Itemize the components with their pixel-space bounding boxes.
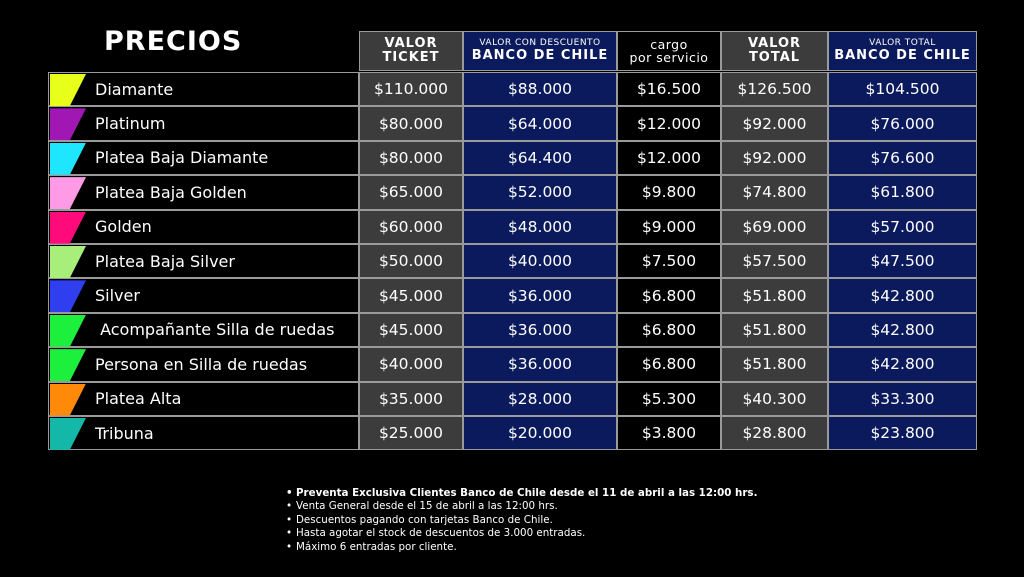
service-charge-cell: $9.000 (617, 210, 721, 244)
header-valor-ticket-line1: VALOR (384, 36, 438, 52)
ticket-price-cell: $50.000 (359, 244, 463, 278)
banco-total-price-cell: $23.800 (828, 416, 977, 450)
ticket-price-cell: $45.000 (359, 313, 463, 347)
category-name: Diamante (95, 79, 174, 99)
category-color-swatch (50, 212, 86, 244)
service-charge-cell: $16.500 (617, 72, 721, 106)
service-charge-cell: $6.800 (617, 347, 721, 381)
note-item: • Máximo 6 entradas por cliente. (286, 541, 757, 554)
total-price-cell: $92.000 (721, 141, 828, 175)
category-color-swatch (50, 349, 86, 381)
note-item: • Hasta agotar el stock de descuentos de 3.000 entradas. (286, 527, 757, 540)
service-charge-cell: $3.800 (617, 416, 721, 450)
ticket-price-cell: $80.000 (359, 141, 463, 175)
total-price-cell: $126.500 (721, 72, 828, 106)
banco-discount-price-cell: $48.000 (463, 210, 617, 244)
total-price-cell: $51.800 (721, 278, 828, 312)
category-cell (48, 278, 359, 312)
banco-total-price-cell: $42.800 (828, 278, 977, 312)
category-color-swatch (50, 384, 86, 416)
total-price-cell: $51.800 (721, 347, 828, 381)
note-item: • Preventa Exclusiva Clientes Banco de Chile desde el 11 de abril a las 12:00 hrs. (286, 487, 757, 500)
price-table (48, 72, 977, 450)
category-cell (48, 416, 359, 450)
category-cell (48, 175, 359, 209)
service-charge-cell: $12.000 (617, 141, 721, 175)
category-name: Platea Baja Silver (95, 251, 235, 271)
header-valor-ticket-line2: TICKET (382, 50, 440, 65)
ticket-price-cell: $25.000 (359, 416, 463, 450)
category-name: Platea Alta (95, 389, 182, 409)
table-row (48, 141, 977, 175)
header-valor-total-line1: VALOR (747, 36, 802, 52)
table-row (48, 72, 977, 106)
banco-total-price-cell: $33.300 (828, 382, 977, 416)
category-cell (48, 72, 359, 106)
total-price-cell: $40.300 (721, 382, 828, 416)
header-valor-total-banco (828, 31, 977, 71)
ticket-price-cell: $40.000 (359, 347, 463, 381)
table-row (48, 210, 977, 244)
header-cargo-line2: por servicio (629, 50, 709, 65)
header-valor-total-line2: TOTAL (748, 50, 801, 65)
header-valor-descuento-line1: VALOR CON DESCUENTO (479, 38, 601, 49)
category-cell (48, 313, 359, 347)
header-valor-total (721, 31, 828, 71)
table-row (48, 175, 977, 209)
category-cell (48, 382, 359, 416)
category-color-swatch (50, 246, 86, 278)
header-valor-total-banco-line1: VALOR TOTAL (869, 38, 936, 49)
header-cargo-line1: cargo (650, 36, 688, 52)
banco-total-price-cell: $76.000 (828, 106, 977, 140)
banco-discount-price-cell: $36.000 (463, 313, 617, 347)
category-name: Platea Baja Golden (95, 182, 247, 202)
table-row (48, 347, 977, 381)
category-color-swatch (50, 74, 86, 106)
table-row (48, 313, 977, 347)
banco-total-price-cell: $42.800 (828, 347, 977, 381)
service-charge-cell: $6.800 (617, 313, 721, 347)
category-color-swatch (50, 418, 86, 450)
category-cell (48, 210, 359, 244)
banco-total-price-cell: $76.600 (828, 141, 977, 175)
table-row (48, 416, 977, 450)
banco-discount-price-cell: $52.000 (463, 175, 617, 209)
category-name: Tribuna (95, 423, 154, 443)
category-color-swatch (50, 143, 86, 175)
banco-discount-price-cell: $20.000 (463, 416, 617, 450)
service-charge-cell: $5.300 (617, 382, 721, 416)
category-cell (48, 244, 359, 278)
banco-total-price-cell: $104.500 (828, 72, 977, 106)
banco-discount-price-cell: $28.000 (463, 382, 617, 416)
note-item: • Venta General desde el 15 de abril a las 12:00 hrs. (286, 500, 757, 513)
category-name: Platinum (95, 114, 166, 134)
category-name: Golden (95, 217, 152, 237)
banco-discount-price-cell: $64.000 (463, 106, 617, 140)
header-cargo-servicio (617, 31, 721, 71)
ticket-price-cell: $80.000 (359, 106, 463, 140)
ticket-price-cell: $110.000 (359, 72, 463, 106)
banco-discount-price-cell: $36.000 (463, 347, 617, 381)
total-price-cell: $74.800 (721, 175, 828, 209)
header-valor-descuento-line2: BANCO DE CHILE (471, 47, 609, 63)
total-price-cell: $51.800 (721, 313, 828, 347)
ticket-price-cell: $65.000 (359, 175, 463, 209)
header-valor-ticket (359, 31, 463, 71)
service-charge-cell: $12.000 (617, 106, 721, 140)
note-item: • Descuentos pagando con tarjetas Banco de Chile. (286, 514, 757, 527)
ticket-price-cell: $45.000 (359, 278, 463, 312)
page-title: PRECIOS (104, 26, 243, 57)
total-price-cell: $57.500 (721, 244, 828, 278)
header-valor-total-banco-line2: BANCO DE CHILE (834, 47, 971, 63)
category-cell (48, 106, 359, 140)
table-row (48, 278, 977, 312)
category-name: Platea Baja Diamante (95, 148, 269, 168)
service-charge-cell: $9.800 (617, 175, 721, 209)
banco-total-price-cell: $47.500 (828, 244, 977, 278)
category-cell (48, 347, 359, 381)
banco-discount-price-cell: $88.000 (463, 72, 617, 106)
service-charge-cell: $7.500 (617, 244, 721, 278)
ticket-price-cell: $60.000 (359, 210, 463, 244)
total-price-cell: $28.800 (721, 416, 828, 450)
ticket-price-cell: $35.000 (359, 382, 463, 416)
header-valor-descuento-banco (463, 31, 617, 71)
banco-total-price-cell: $57.000 (828, 210, 977, 244)
banco-discount-price-cell: $40.000 (463, 244, 617, 278)
table-row (48, 382, 977, 416)
banco-total-price-cell: $42.800 (828, 313, 977, 347)
banco-total-price-cell: $61.800 (828, 175, 977, 209)
category-color-swatch (50, 177, 86, 209)
category-cell (48, 141, 359, 175)
service-charge-cell: $6.800 (617, 278, 721, 312)
category-name: Persona en Silla de ruedas (95, 354, 308, 374)
table-row (48, 106, 977, 140)
notes-list (286, 487, 757, 554)
total-price-cell: $92.000 (721, 106, 828, 140)
category-name: Silver (95, 286, 140, 306)
category-color-swatch (50, 315, 86, 347)
category-name: Acompañante Silla de ruedas (95, 320, 335, 340)
category-color-swatch (50, 280, 86, 312)
category-color-swatch (50, 108, 86, 140)
banco-discount-price-cell: $36.000 (463, 278, 617, 312)
table-row (48, 244, 977, 278)
banco-discount-price-cell: $64.400 (463, 141, 617, 175)
total-price-cell: $69.000 (721, 210, 828, 244)
